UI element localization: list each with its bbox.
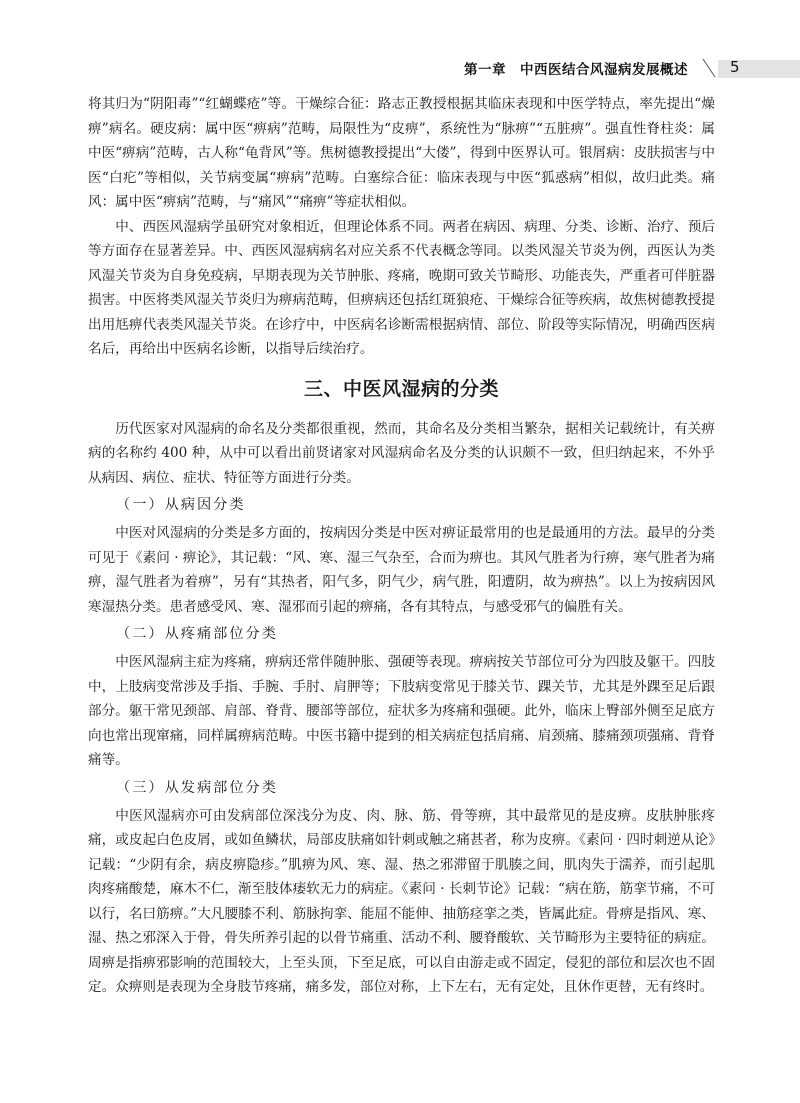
paragraph: 中医对风湿病的分类是多方面的，按病因分类是中医对痹证最常用的也是最通用的方法。最早的分类可见于《素问 · 痹论》，其记载：“风、寒、湿三气杂至，合而为痹也。其风气胜者为行痹，寒气胜者为痛痹，湿气胜者为着痹”，另有“其热者，阳气多，阴气少，病气胜，阳遭阴，故为痹热”。以上为按病因风寒湿热分类。患者感受风、寒、湿邪而引起的痹痛，各有其特点，与感受邪气的偏胜有关。 <box>88 525 715 615</box>
section-title: 三、中医风湿病的分类 <box>303 377 499 400</box>
paragraph: 中、西医风湿病学虽研究对象相近，但理论体系不同。两者在病因、病理、分类、诊断、治疗、预后等方面存在显著差异。中、西医风湿病病名对应关系不代表概念等同。以类风湿关节炎为例，西医认为类风湿关节炎为自身免疫病，早期表现为关节肿胀、疼痛，晚期可致关节畸形、功能丧失，严重者可伴脏器损害。中医将类风湿关节炎归为痹病范畴，但痹病还包括红斑狼疮、干燥综合征等疾病，故焦树德教授提出用尪痹代表类风湿关节炎。在诊疗中，中医病名诊断需根据病情、部位、阶段等实际情况，明确西医病名后，再给出中医病名诊断，以指导后续治疗。 <box>88 218 715 357</box>
paragraph: 中医风湿病亦可由发病部位深浅分为皮、肉、脉、筋、骨等痹，其中最常见的是皮痹。皮肤肿胀疼痛，或皮起白色皮屑，或如鱼鳞状，局部皮肤痛如针刺或触之痛甚者，称为皮痹。《素问 · 四时刺逆从论》记载：“少阴有余，病皮痹隐疹。”肌痹为风、寒、湿、热之邪滞留于肌腠之间，肌肉失于濡养，而引起肌肉疼痛酸楚，麻木不仁，渐至肢体痿软无力的病症。《素问 · 长刺节论》记载：“病在筋，筋挛节痛，不可以行，名曰筋痹。”大凡腰膝不利、筋脉拘挛、能屈不能伸、抽筋痉挛之类，皆属此症。骨痹是指风、寒、湿、热之邪深入于骨，骨失所养引起的以骨节痛重、活动不利、腰脊酸软、关节畸形为主要特征的病症。周痹是指痹邪影响的范围较大，上至头顶，下至足底，可以自由游走或不固定，侵犯的部位和层次也不固定。众痹则是表现为全身肢节疼痛，痛多发，部位对称，上下左右，无有定处，且休作更替，无有终时。 <box>88 807 715 995</box>
header-divider-icon <box>700 58 718 78</box>
page-body <box>88 92 715 1000</box>
paragraph: 历代医家对风湿病的命名及分类都很重视，然而，其命名及分类相当繁杂，据相关记载统计，有关痹病的名称约 400 种，从中可以看出前贤诸家对风湿病命名及分类的认识颇不一致，但归纳起来，不外乎从病因、病位、症状、特征等方面进行分类。 <box>88 420 715 486</box>
paragraph-continued: 将其归为“阴阳毒”“红蝴蝶疮”等。干燥综合征：路志正教授根据其临床表现和中医学特点，率先提出“燥痹”病名。硬皮病：属中医“痹病”范畴，局限性为“皮痹”，系统性为“脉痹”“五脏痹”。强直性脊柱炎：属中医“痹病”范畴，古人称“龟背风”等。焦树德教授提出“大偻”，得到中医界认可。银屑病：皮肤损害与中医“白疕”等相似，关节病变属“痹病”范畴。白塞综合征：临床表现与中医“狐惑病”相似，故归此类。痛风：属中医“痹病”范畴，与“痛风”“痛痹”等症状相似。 <box>88 96 715 210</box>
running-header <box>0 52 800 82</box>
subsection-title: （三）从发病部位分类 <box>116 779 278 796</box>
paragraph: 中医风湿病主症为疼痛，痹病还常伴随肿胀、强硬等表现。痹病按关节部位可分为四肢及躯干。四肢中，上肢病变常涉及手指、手腕、手肘、肩胛等；下肢病变常见于膝关节、踝关节，尤其是外踝至足后跟部分。躯干常见颈部、肩部、脊背、腰部等部位，症状多为疼痛和强硬。此外，临床上臀部外侧至足底方向也常出现窜痛，同样属痹病范畴。中医书籍中提到的相关病症包括肩痛、肩颈痛、膝痛颈项强痛、背脊痛等。 <box>88 654 715 768</box>
chapter-title: 第一章 中西医结合风湿病发展概述 <box>464 62 688 78</box>
subsection-title: （一）从病因分类 <box>116 497 246 513</box>
page-number: 5 <box>730 58 740 76</box>
subsection-title: （二）从疼痛部位分类 <box>116 626 278 642</box>
